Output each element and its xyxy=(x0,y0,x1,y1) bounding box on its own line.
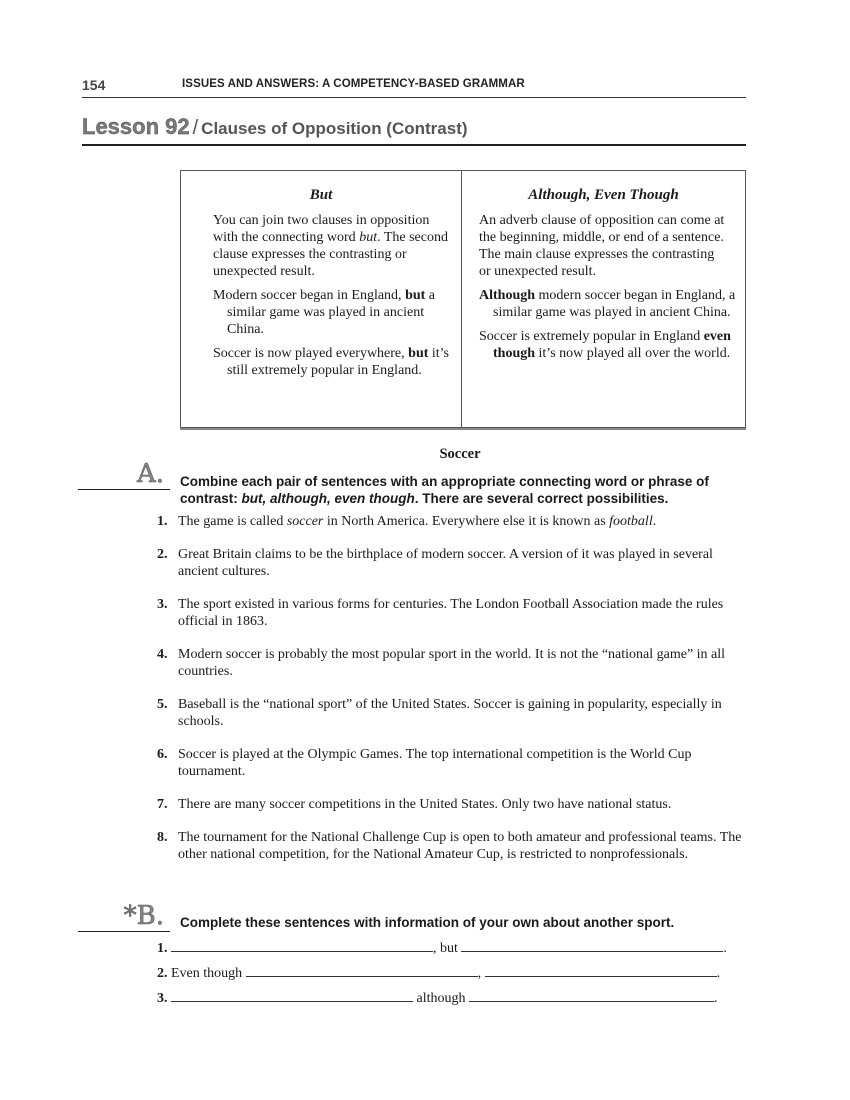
text-fragment: . xyxy=(652,514,657,529)
example-text: modern soccer began in England, a similar game was played in ancient China. xyxy=(493,288,736,320)
exercise-item xyxy=(157,829,747,863)
exercise-rule xyxy=(78,931,170,932)
example-text: Modern soccer began in England, xyxy=(213,288,406,303)
item-text: The sport existed in various forms for centuries. The London Football Association made the rules official in 1863. xyxy=(178,597,724,629)
item-number: 5. xyxy=(157,697,168,712)
end-punctuation: . xyxy=(716,966,721,981)
end-punctuation: . xyxy=(714,991,718,1006)
answer-blank[interactable] xyxy=(485,963,717,977)
italic-term: soccer xyxy=(286,514,324,529)
instruction-keywords: but, although, even though xyxy=(241,491,415,506)
lesson-title xyxy=(82,114,746,146)
exercise-item xyxy=(157,646,747,680)
running-header xyxy=(82,77,746,98)
example-text: it’s now played all over the world. xyxy=(535,346,731,361)
lesson-topic: Clauses of Opposition (Contrast) xyxy=(201,119,468,138)
example-keyword: but xyxy=(405,288,426,303)
rule-heading-although: Although, Even Though xyxy=(528,187,679,203)
item-number: 2. xyxy=(157,966,168,981)
section-title: Soccer xyxy=(439,446,481,462)
answer-blank[interactable] xyxy=(171,938,433,952)
italic-term: football xyxy=(609,514,653,529)
answer-blank[interactable] xyxy=(246,963,478,977)
example-keyword: even though xyxy=(493,329,731,361)
rule-column-although xyxy=(462,171,745,427)
rule-example xyxy=(213,287,463,338)
example-text: Soccer is extremely popular in England xyxy=(479,329,704,344)
item-number: 8. xyxy=(157,830,168,845)
instruction-text: . There are several correct possibilities. xyxy=(414,491,669,506)
item-text: Great Britain claims to be the birthplace of modern soccer. A version of it was played in several ancient cultures. xyxy=(178,547,713,579)
rule-example xyxy=(479,287,743,321)
fill-in-row xyxy=(157,963,720,982)
exercise-item xyxy=(157,513,747,530)
exercise-a-instruction xyxy=(180,473,740,507)
exercise-b-label xyxy=(78,901,178,932)
connector-text: , xyxy=(477,966,482,981)
item-text: Soccer is played at the Olympic Games. The top international competition is the World Cup tournament. xyxy=(178,747,692,779)
example-text: a similar game was played in ancient China. xyxy=(227,288,436,337)
book-title: ISSUES AND ANSWERS: A COMPETENCY-BASED GRAMMAR xyxy=(182,78,525,90)
example-text: it’s still extremely popular in England. xyxy=(227,346,450,378)
answer-blank[interactable] xyxy=(469,988,714,1002)
exercise-a-label xyxy=(78,459,178,490)
explanation-text: . The second clause expresses the contrasting or unexpected result. xyxy=(213,230,448,279)
text-fragment: in North America. Everywhere else it is known as xyxy=(323,514,610,529)
item-number: 3. xyxy=(157,991,168,1006)
end-punctuation: . xyxy=(723,941,727,956)
grammar-rule-box xyxy=(180,170,746,428)
exercise-a-items xyxy=(157,513,747,863)
answer-blank[interactable] xyxy=(171,988,413,1002)
exercise-letter: *B. xyxy=(123,901,164,931)
exercise-item xyxy=(157,796,747,813)
rule-column-but xyxy=(181,171,462,427)
item-text xyxy=(178,514,656,529)
text-fragment: The game is called xyxy=(178,514,287,529)
item-number: 2. xyxy=(157,547,168,562)
item-number: 1. xyxy=(157,941,168,956)
exercise-letter: A. xyxy=(136,459,164,489)
fill-in-row xyxy=(157,938,727,957)
page-number: 154 xyxy=(82,77,106,93)
example-text: Soccer is now played everywhere, xyxy=(213,346,409,361)
answer-blank[interactable] xyxy=(461,938,723,952)
item-number: 7. xyxy=(157,797,168,812)
item-text: The tournament for the National Challenge Cup is open to both amateur and professional teams. The other national competition, for the National Amateur Cup, is restricted to nonprofessionals. xyxy=(178,830,742,862)
prefix-text: Even though xyxy=(171,966,243,981)
connector-text: although xyxy=(416,991,466,1006)
lesson-number: Lesson 92 xyxy=(82,114,190,139)
exercise-item xyxy=(157,696,747,730)
item-text: Modern soccer is probably the most popular sport in the world. It is not the “national game” in all countries. xyxy=(178,647,726,679)
connector-text: , but xyxy=(433,941,458,956)
item-number: 6. xyxy=(157,747,168,762)
instruction-text: Combine each pair of sentences with an appropriate connecting word or phrase of contrast: xyxy=(180,474,709,506)
explanation-text: You can join two clauses in opposition with the connecting word xyxy=(213,213,430,245)
lesson-separator: / xyxy=(192,117,199,139)
exercise-rule xyxy=(78,489,170,490)
fill-in-row xyxy=(157,988,718,1007)
rule-example xyxy=(213,345,463,379)
exercise-item xyxy=(157,546,747,580)
item-text: There are many soccer competitions in the United States. Only two have national status. xyxy=(178,797,672,812)
example-keyword: Although xyxy=(479,288,536,303)
explanation-keyword: but xyxy=(359,230,378,245)
rule-heading-but: But xyxy=(309,187,333,203)
item-number: 1. xyxy=(157,514,168,529)
item-number: 4. xyxy=(157,647,168,662)
item-text: Baseball is the “national sport” of the United States. Soccer is gaining in popularity, especially in schools. xyxy=(178,697,722,729)
exercise-b-instruction: Complete these sentences with information of your own about another sport. xyxy=(180,915,675,930)
exercise-item xyxy=(157,746,747,780)
rule-explanation-but xyxy=(213,212,449,280)
rule-example xyxy=(479,328,743,362)
item-number: 3. xyxy=(157,597,168,612)
example-keyword: but xyxy=(408,346,429,361)
exercise-item xyxy=(157,596,747,630)
rule-explanation-although: An adverb clause of opposition can come at the beginning, middle, or end of a sentence. The main clause expresses the contrasting or unexpected result. xyxy=(479,213,725,279)
